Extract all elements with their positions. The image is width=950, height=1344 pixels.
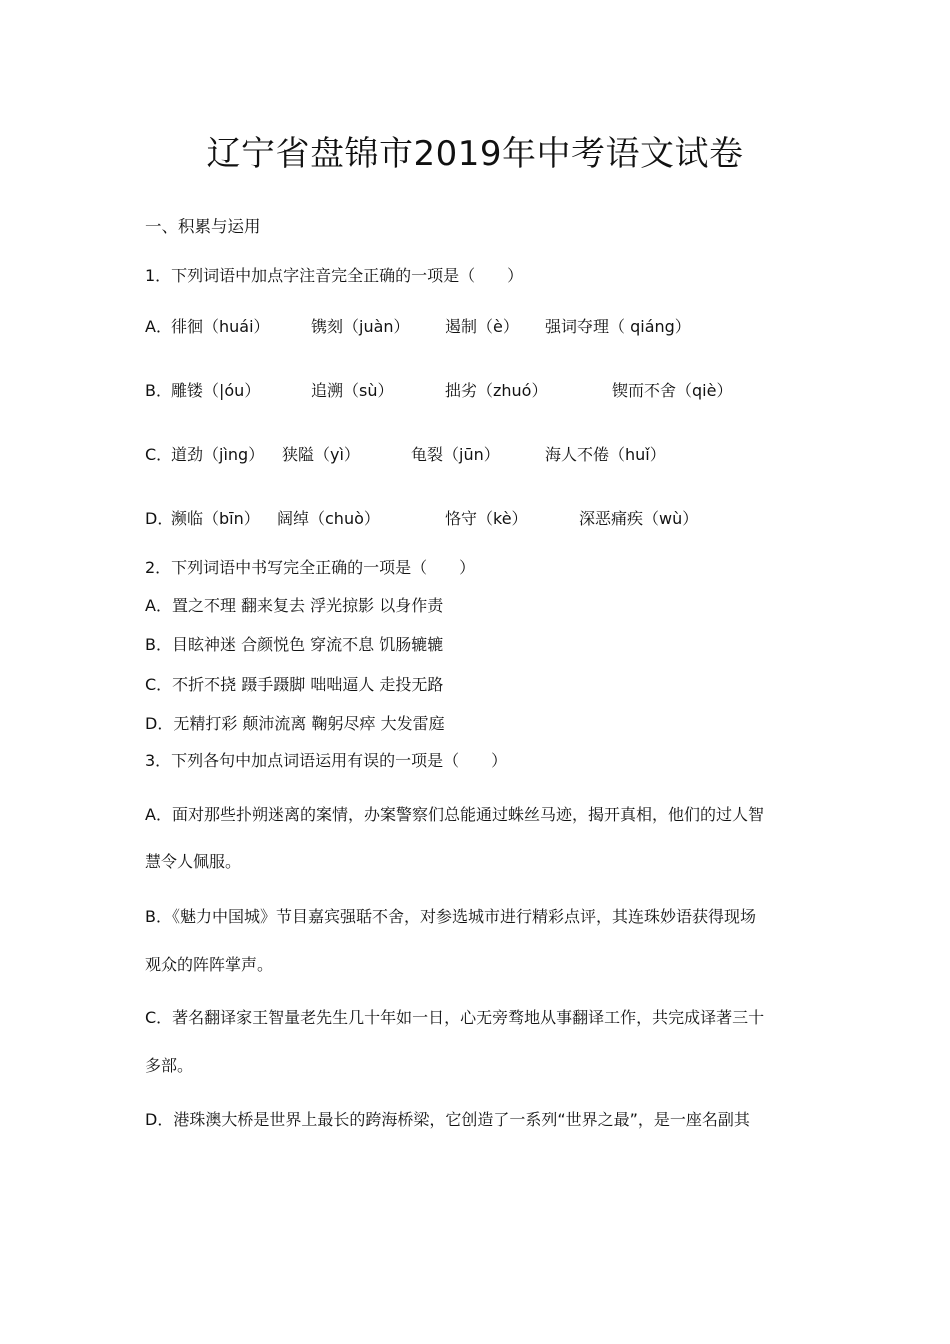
page-title: 辽宁省盘锦市2019年中考语文试卷: [206, 134, 744, 174]
q1-option-a-item: 遏制（è）: [445, 317, 519, 336]
q1-option-c-item: 海人不倦（huǐ）: [545, 445, 666, 464]
q2-option-a: A．置之不理 翻来复去 浮光掠影 以身作责: [145, 596, 444, 615]
q1-option-a-item: 强词夺理（ qiáng）: [545, 317, 691, 336]
question-2-stem: 2．下列词语中书写完全正确的一项是（ ）: [145, 558, 476, 577]
q1-option-d-item: 恪守（kè）: [445, 509, 528, 528]
q3-option-a-line1: A．面对那些扑朔迷离的案情，办案警察们总能通过蛛丝马迹，揭开真相，他们的过人智: [145, 805, 764, 824]
q3-option-a-line2: 慧令人佩服。: [145, 852, 242, 871]
q1-option-d-item: 深恶痛疾（wù）: [579, 509, 699, 528]
q1-option-c-item: 狭隘（yì）: [282, 445, 360, 464]
q2-option-d: D．无精打彩 颠沛流离 鞠躬尽瘁 大发雷庭: [145, 714, 445, 733]
q1-option-b-label: B．: [145, 381, 172, 400]
q1-option-a-item: 徘徊（huái）: [171, 317, 270, 336]
q1-option-a-item: 镌刻（juàn）: [311, 317, 410, 336]
q1-option-b-item: 锲而不舍（qiè）: [612, 381, 733, 400]
q3-option-b-line1: B．《魅力中国城》节目嘉宾强聒不舍，对参选城市进行精彩点评，其连珠妙语获得现场: [145, 907, 756, 926]
q3-option-d-line1: D．港珠澳大桥是世界上最长的跨海桥梁，它创造了一系列“世界之最”，是一座名副其: [145, 1110, 750, 1129]
q3-option-b-line2: 观众的阵阵掌声。: [145, 955, 274, 974]
q1-option-b-item: 追溯（sù）: [311, 381, 394, 400]
q1-option-b-item: 拙劣（zhuó）: [445, 381, 548, 400]
q1-option-d-label: D．: [145, 509, 174, 528]
q1-option-c-item: 龟裂（jūn）: [411, 445, 500, 464]
q2-option-b: B．目眩神迷 合颜悦色 穿流不息 饥肠辘辘: [145, 635, 444, 654]
section-heading: 一、积累与运用: [145, 217, 261, 236]
q3-option-c-line2: 多部。: [145, 1056, 194, 1075]
q1-option-b-item: 雕镂（|óu）: [171, 381, 261, 400]
q1-option-c-label: C．: [145, 445, 173, 464]
q2-option-c: C．不折不挠 蹑手蹑脚 咄咄逼人 走投无路: [145, 675, 444, 694]
q1-option-d-item: 阔绰（chuò）: [277, 509, 380, 528]
question-1-stem: 1．下列词语中加点字注音完全正确的一项是（ ）: [145, 266, 524, 285]
q1-option-d-item: 濒临（bīn）: [171, 509, 260, 528]
q3-option-c-line1: C．著名翻译家王智量老先生几十年如一日，心无旁骛地从事翻译工作，共完成译著三十: [145, 1008, 765, 1027]
q1-option-c-item: 道劲（jìng）: [171, 445, 265, 464]
question-3-stem: 3．下列各句中加点词语运用有误的一项是（ ）: [145, 751, 508, 770]
q1-option-a-label: A．: [145, 317, 172, 336]
